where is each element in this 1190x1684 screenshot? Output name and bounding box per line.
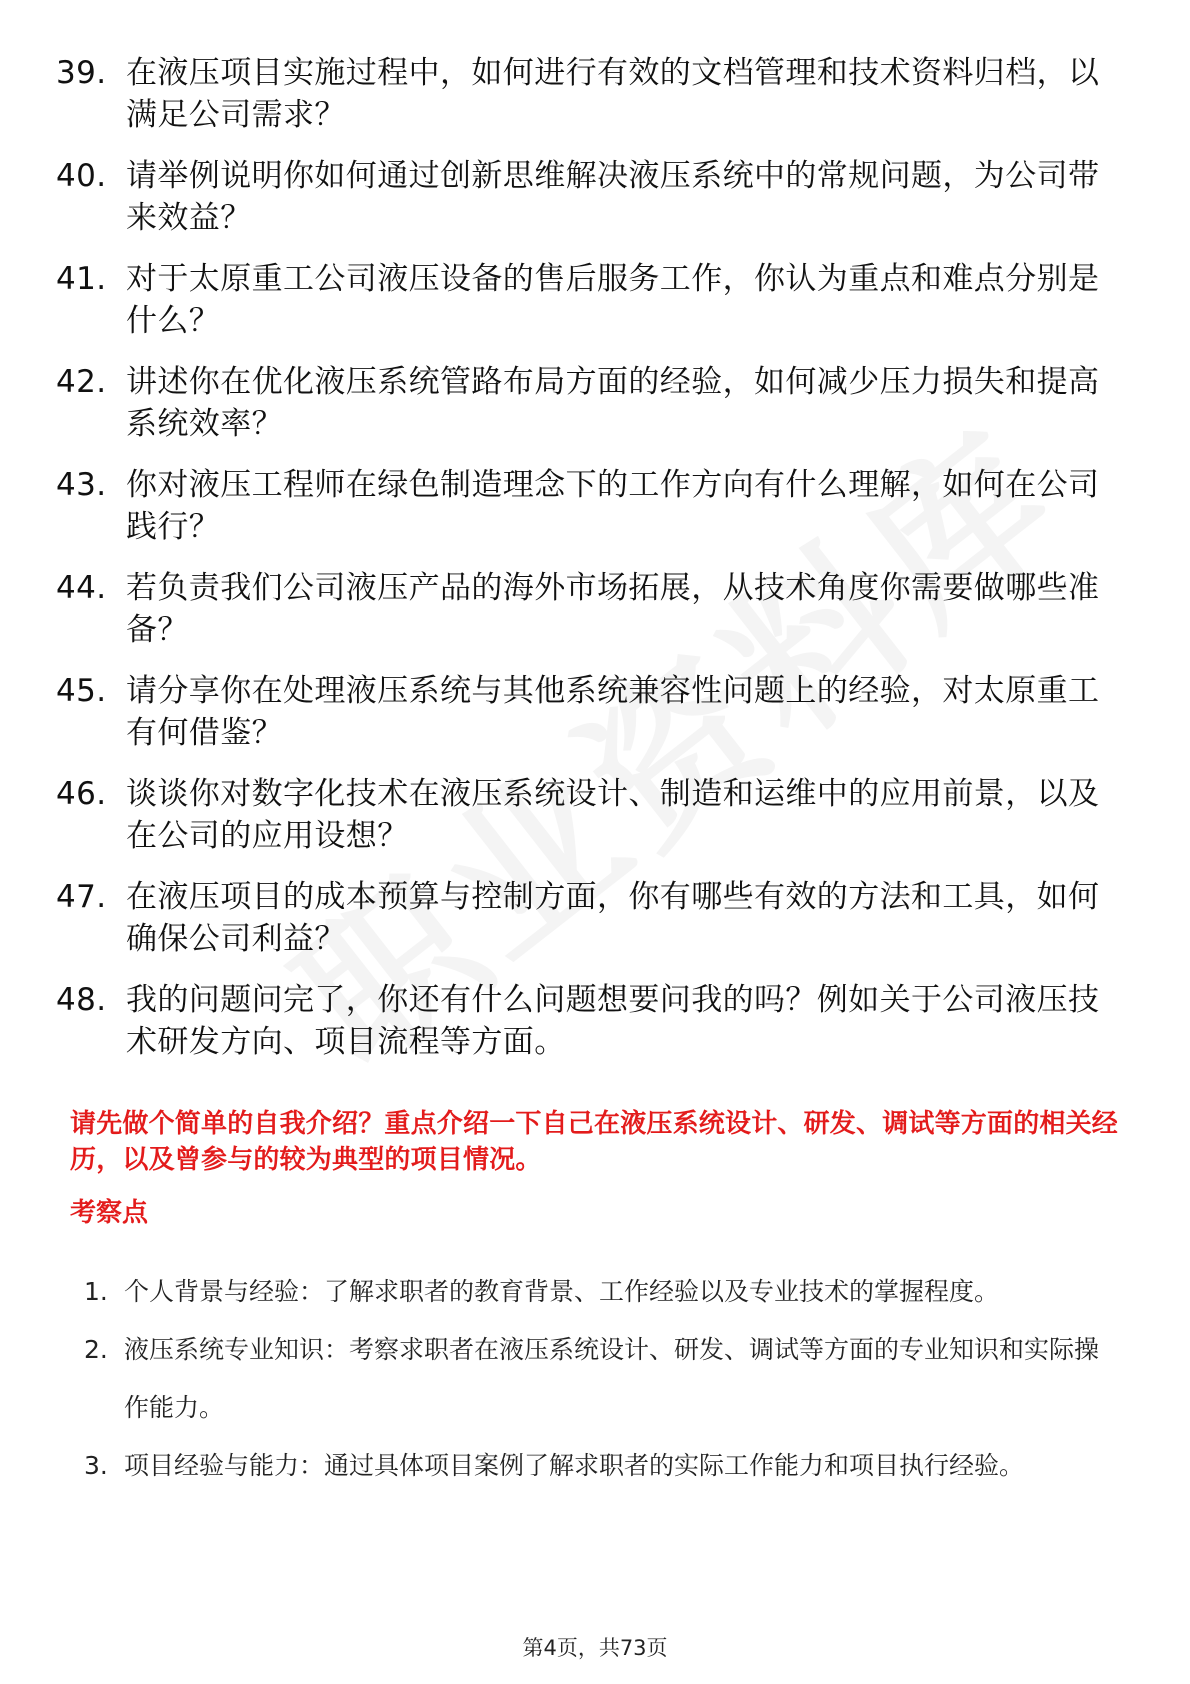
question-item bbox=[56, 979, 1116, 1063]
focus-point-number: 2. bbox=[84, 1335, 108, 1364]
question-item bbox=[56, 52, 1116, 136]
question-item bbox=[56, 876, 1116, 960]
question-item bbox=[56, 258, 1116, 342]
question-text: 讲述你在优化液压系统管路布局方面的经验，如何减少压力损失和提高系统效率？ bbox=[126, 364, 1100, 442]
question-text: 我的问题问完了，你还有什么问题想要问我的吗？例如关于公司液压技术研发方向、项目流程等方面。 bbox=[126, 982, 1100, 1060]
focus-point bbox=[84, 1321, 1114, 1437]
question-number: 46. bbox=[56, 776, 107, 812]
focus-point bbox=[84, 1263, 1114, 1321]
question-list bbox=[56, 52, 1116, 1082]
question-item bbox=[56, 773, 1116, 857]
question-text: 请举例说明你如何通过创新思维解决液压系统中的常规问题，为公司带来效益？ bbox=[126, 158, 1100, 236]
focus-title: 考察点 bbox=[70, 1198, 149, 1228]
question-item bbox=[56, 464, 1116, 548]
question-text: 请分享你在处理液压系统与其他系统兼容性问题上的经验，对太原重工有何借鉴？ bbox=[126, 673, 1100, 751]
focus-point-list bbox=[84, 1263, 1114, 1495]
question-text: 若负责我们公司液压产品的海外市场拓展，从技术角度你需要做哪些准备？ bbox=[126, 570, 1100, 648]
focus-point-text: 个人背景与经验：了解求职者的教育背景、工作经验以及专业技术的掌握程度。 bbox=[124, 1277, 1000, 1306]
question-number: 41. bbox=[56, 261, 107, 297]
question-text: 对于太原重工公司液压设备的售后服务工作，你认为重点和难点分别是什么？ bbox=[126, 261, 1100, 339]
question-number: 44. bbox=[56, 570, 107, 606]
question-number: 48. bbox=[56, 982, 107, 1018]
question-text: 在液压项目的成本预算与控制方面，你有哪些有效的方法和工具，如何确保公司利益？ bbox=[126, 879, 1100, 957]
question-number: 47. bbox=[56, 879, 107, 915]
intro-question: 请先做个简单的自我介绍？重点介绍一下自己在液压系统设计、研发、调试等方面的相关经历，以及曾参与的较为典型的项目情况。 bbox=[70, 1109, 1119, 1175]
question-number: 39. bbox=[56, 55, 107, 91]
question-number: 45. bbox=[56, 673, 107, 709]
question-item bbox=[56, 155, 1116, 239]
question-item bbox=[56, 567, 1116, 651]
focus-point-text: 液压系统专业知识：考察求职者在液压系统设计、研发、调试等方面的专业知识和实际操作能力。 bbox=[124, 1335, 1100, 1422]
question-number: 40. bbox=[56, 158, 107, 194]
focus-point bbox=[84, 1437, 1114, 1495]
question-number: 43. bbox=[56, 467, 107, 503]
page-footer: 第4页，共73页 bbox=[522, 1636, 668, 1660]
focus-point-number: 1. bbox=[84, 1277, 108, 1306]
question-text: 谈谈你对数字化技术在液压系统设计、制造和运维中的应用前景，以及在公司的应用设想？ bbox=[126, 776, 1100, 854]
question-item bbox=[56, 361, 1116, 445]
question-text: 在液压项目实施过程中，如何进行有效的文档管理和技术资料归档，以满足公司需求？ bbox=[126, 55, 1100, 133]
question-number: 42. bbox=[56, 364, 107, 400]
question-text: 你对液压工程师在绿色制造理念下的工作方向有什么理解，如何在公司践行？ bbox=[126, 467, 1100, 545]
question-item bbox=[56, 670, 1116, 754]
focus-point-number: 3. bbox=[84, 1451, 108, 1480]
focus-point-text: 项目经验与能力：通过具体项目案例了解求职者的实际工作能力和项目执行经验。 bbox=[124, 1451, 1025, 1480]
